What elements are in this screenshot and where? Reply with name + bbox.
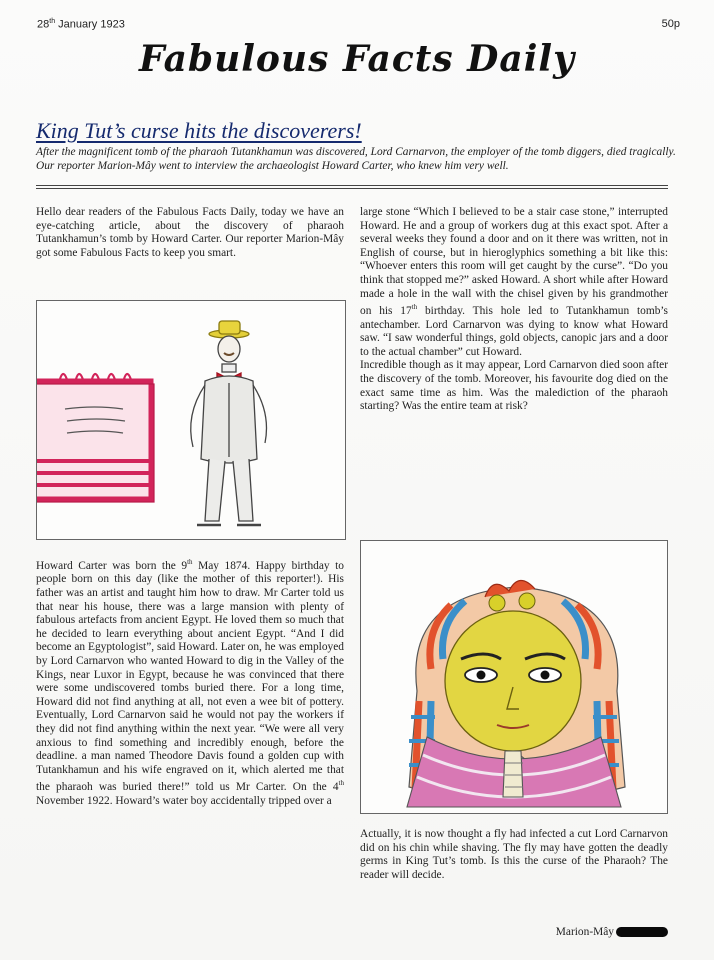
intro-text: Hello dear readers of the Fabulous Facts Daily, today we have an eye-catching article, about the discovery of pharaoh Tutankhamun’s tomb by Howard Carter. Our reporter Marion-Mây got some Fabulous Facts to keep you smart.	[36, 206, 344, 259]
main-story-column	[36, 556, 344, 808]
continuation-text: large stone “Which I believed to be a stair case stone,” interrupted Howard. He and a group of workers dug at this exact spot. After a several weeks they found a door and on it there was written, not in English of course, but in hieroglyphics something a bit like this: “Whoever enters this room will get caught by the curse”. “Do you think that stopped me?” asked Howard. A short while after Howard made a hole in the wall with the chisel given by his grandmother on his 17	[360, 206, 668, 317]
redaction-mark	[616, 927, 668, 937]
notepad-icon	[37, 374, 154, 502]
ordinal-suffix: th	[411, 303, 418, 312]
conclusion-column	[360, 828, 668, 882]
issue-price: 50p	[661, 18, 680, 30]
divider-rule	[36, 188, 668, 189]
continuation-text-end: birthday. This hole led to Tutankhamun tomb’s antechamber. Lord Carnarvon was dying to know what Howard saw. “I saw wonderful things, gold objects, canopic jars and a door to the actual chamber” cut Howard.	[360, 304, 668, 358]
main-story-text: Howard Carter was born the 9	[36, 559, 188, 572]
article-lead: After the magnificent tomb of the pharaoh Tutankhamun was discovered, Lord Carnarvon, the employer of the tomb diggers, died tragically. Our reporter Marion-Mây went to interview the archaeologist Howard Carter, who knew him very well.	[36, 146, 676, 172]
continuation-paragraph-1	[360, 206, 668, 359]
continuation-column	[360, 206, 668, 414]
date-day-suffix: th	[49, 18, 56, 25]
date-day: 28	[37, 18, 50, 31]
carter-figure-drawing	[191, 321, 267, 525]
main-story-text-end: November 1922. Howard’s water boy accidentally tripped over a	[36, 794, 332, 807]
author-name: Marion-Mây	[555, 926, 614, 938]
notepad-and-carter-drawing	[36, 300, 346, 540]
main-story-text-mid: May 1874. Happy birthday to people born on this day (like the mother of this reporter!). His father was an artist and taught him how to draw. Mr Carter told us that near his house, there was a large mansion with plenty of fabulous artefacts from ancient Egypt. He loved them so much that he decided to learn everything about ancient Egypt. “And I did become an Egyptologist”, said Howard. Later on, he was employed by Lord Carnarvon who wanted Howard to dig in the Valley of the Kings, near Luxor in Egypt, because he was convinced that there were some undiscovered tombs buried there. For a long time, Howard did not find anything at all, not even a wee bit of pottery. Eventually, Lord Carnarvon said he would not pay the workers if they did not find anything within the next year. “We were all very anxious to find something and incredibly enough, before the deadline. a man named Theodore Davis found a golden cup with Tutankhamun and his wife engraved on it, which alerted me that the pharaoh was buried there!” told us Mr Carter. On the 4	[36, 559, 344, 794]
drawing-canvas	[361, 541, 667, 813]
issue-date	[37, 18, 125, 31]
divider-rule	[36, 185, 668, 186]
newspaper-masthead: Fabulous Facts Daily	[138, 38, 575, 80]
pharaoh-mask-icon	[407, 580, 625, 807]
intro-paragraph	[36, 206, 344, 260]
author-signature	[556, 926, 668, 938]
main-story-paragraph	[36, 556, 344, 808]
ordinal-suffix: th	[338, 779, 344, 788]
pharaoh-mask-drawing	[360, 540, 668, 814]
ordinal-suffix: th	[187, 558, 193, 566]
continuation-paragraph-2: Incredible though as it may appear, Lord Carnarvon died soon after the discovery of the tomb. Moreover, his favourite dog died on the exact same time as him. Was the malediction of the pharaoh starting? Was the entire team at risk?	[360, 359, 668, 413]
article-headline: King Tut’s curse hits the discoverers!	[36, 118, 362, 143]
conclusion-paragraph: Actually, it is now thought a fly had infected a cut Lord Carnarvon did on his chin while shaving. The fly may have gotten the deadly germs in King Tut’s tomb. Is this the curse of the Pharaoh? The reader will decide.	[360, 828, 668, 881]
drawing-canvas	[37, 301, 345, 539]
date-month-year: January 1923	[55, 18, 125, 31]
